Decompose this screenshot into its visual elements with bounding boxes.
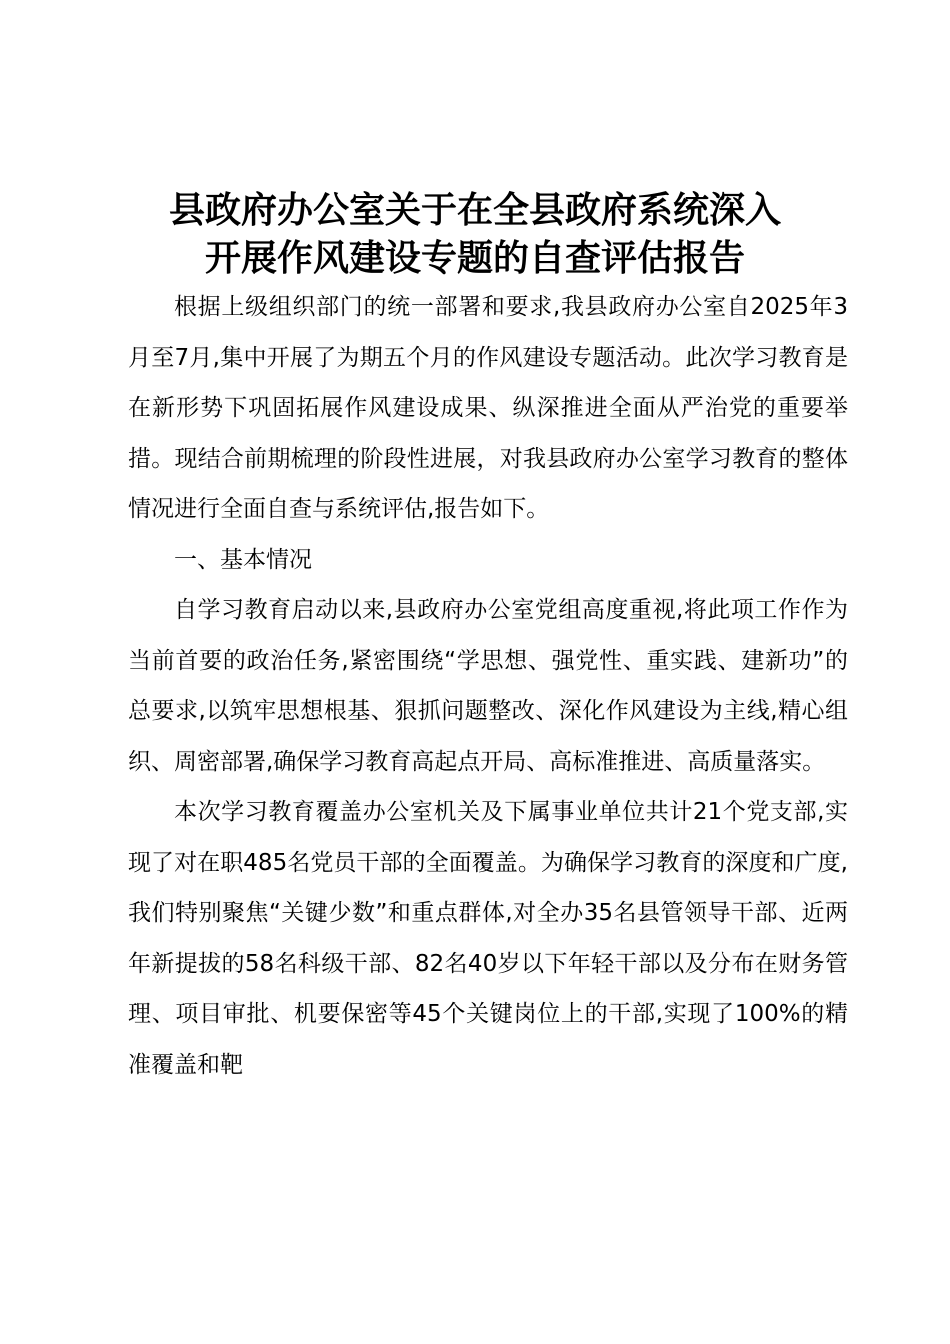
coverage-paragraph: 本次学习教育覆盖办公室机关及下属事业单位共计21个党支部,实现了对在职485名党员干部的全面覆盖。为确保学习教育的深度和广度,我们特别聚焦“关键少数”和重点群体,对全办35名县管领导干部、近两年新提拔的58名科级干部、82名40岁以下年轻干部以及分布在财务管理、项目审批、机要保密等45个关键岗位上的干部,实现了100%的精准覆盖和靶 xyxy=(128,799,848,1078)
basic-situation-paragraph: 自学习教育启动以来,县政府办公室党组高度重视,将此项工作作为当前首要的政治任务,紧密围绕“学思想、强党性、重实践、建新功”的总要求,以筑牢思想根基、狠抓问题整改、深化作风建设为主线,精心组织、周密部署,确保学习教育高起点开局、高标准推进、高质量落实。 xyxy=(128,597,848,775)
section-heading-basic-situation: 一、基本情况 xyxy=(174,546,312,573)
title-line-1: 县政府办公室关于在全县政府系统深入 xyxy=(168,189,781,231)
intro-paragraph: 根据上级组织部门的统一部署和要求,我县政府办公室自2025年3月至7月,集中开展了为期五个月的作风建设专题活动。此次学习教育是在新形势下巩固拓展作风建设成果、纵深推进全面从严治党的重要举措。现结合前期梳理的阶段性进展，对我县政府办公室学习教育的整体情况进行全面自查与系统评估,报告如下。 xyxy=(128,294,848,522)
document-title xyxy=(60,186,890,282)
document-body xyxy=(128,282,848,1090)
title-line-2: 开展作风建设专题的自查评估报告 xyxy=(204,237,745,279)
